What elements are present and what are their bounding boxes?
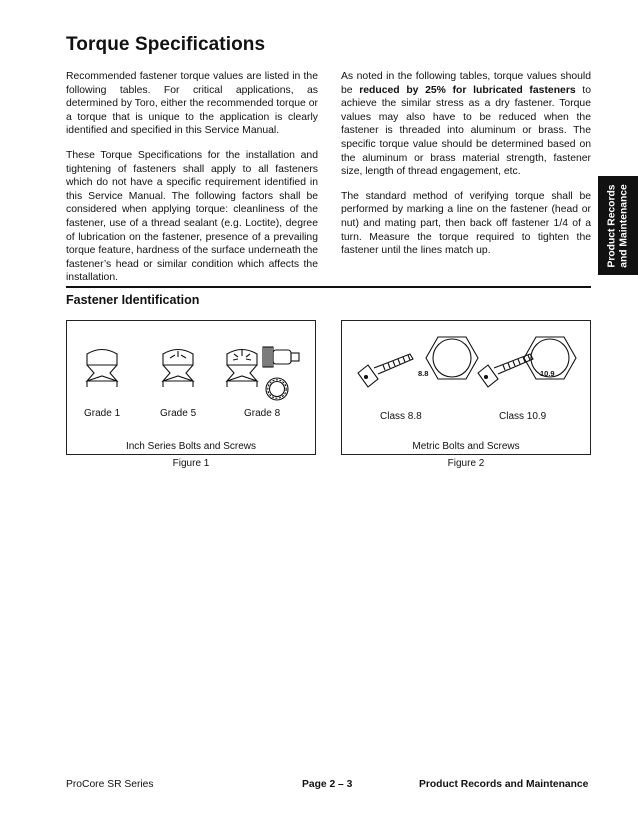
section-side-tab xyxy=(598,176,638,275)
grade-8-label: Grade 8 xyxy=(244,408,281,419)
right-paragraph-1 xyxy=(341,70,591,179)
footer-series-name: ProCore SR Series xyxy=(66,779,154,790)
hex-head-8-8-icon xyxy=(426,337,478,379)
grade-8-bolt-head-icon xyxy=(227,350,257,388)
side-tab-line-2: and Maintenance xyxy=(618,183,629,268)
right-text-column xyxy=(341,70,591,269)
twelve-point-ring-icon xyxy=(266,378,288,400)
figure-2-subtitle: Metric Bolts and Screws xyxy=(412,441,520,452)
left-text-column xyxy=(66,70,318,296)
side-tab-line-1: Product Records xyxy=(606,184,618,267)
grade-5-label: Grade 5 xyxy=(160,408,197,419)
grade-5-bolt-head-icon xyxy=(163,350,193,388)
class-10-9-label: Class 10.9 xyxy=(499,411,547,422)
class-8-8-label: Class 8.8 xyxy=(380,411,422,422)
inch-bolt-heads-illustration xyxy=(67,321,315,454)
socket-tool-icon xyxy=(263,347,299,367)
head-mark-10-9: 10.9 xyxy=(540,369,555,378)
left-paragraph-1: Recommended fastener torque values are listed in the following tables. For critical applications, as determined by Toro, either the recommended torque or a torque that is unique to the application is clearly identified and specified in this Service Manual. xyxy=(66,71,318,137)
page-title: Torque Specifications xyxy=(66,34,266,55)
grade-1-bolt-head-icon xyxy=(87,350,117,388)
figure-1-box xyxy=(66,320,316,455)
footer-page-number: Page 2 – 3 xyxy=(302,779,353,790)
grade-1-label: Grade 1 xyxy=(84,408,121,419)
figure-2-box xyxy=(341,320,591,455)
section-title: Fastener Identification xyxy=(66,293,200,307)
figure-1-caption: Figure 1 xyxy=(172,458,210,469)
right-paragraph-2: The standard method of verifying torque shall be performed by marking a line on the fastener (head or nut) and mating part, then back off fastener 1/4 of a turn. Measure the torque required to tighten the fastener until the lines match up. xyxy=(341,190,591,257)
lubricated-fastener-note: reduced by 25% for lubricated fasteners xyxy=(359,84,576,96)
figure-1-subtitle: Inch Series Bolts and Screws xyxy=(125,441,257,452)
metric-bolts-illustration xyxy=(342,321,590,454)
right-paragraph-1-text-b: to achieve the similar stress as a dry fastener. Torque values may also have to be reduced when the fastener is threaded into aluminum or brass. The specific torque value should be determined based on the aluminum or brass material strength, fastener size, length of thread engagement, etc. xyxy=(341,84,591,178)
section-divider xyxy=(66,286,591,288)
metric-bolt-8-8-side-icon xyxy=(358,354,413,387)
head-mark-8-8: 8.8 xyxy=(418,369,429,378)
footer-section-name: Product Records and Maintenance xyxy=(419,779,589,790)
left-paragraph-2: These Torque Specifications for the installation and tightening of fasteners shall apply to all fasteners which do not have a specific requirement identified in this Service Manual. The following factors shall be considered when applying torque: cleanliness of the fastener, use of a thread sealant (e.g. Loctite), degree of lubrication on the fastener, presence of a prevailing torque feature, hardness of the surface underneath the fastener’s head or similar condition which affects the installation. xyxy=(66,149,318,284)
figure-2-caption: Figure 2 xyxy=(447,458,485,469)
right-paragraph-1-text-a: As noted in the following tables, torque values should be xyxy=(341,71,591,96)
